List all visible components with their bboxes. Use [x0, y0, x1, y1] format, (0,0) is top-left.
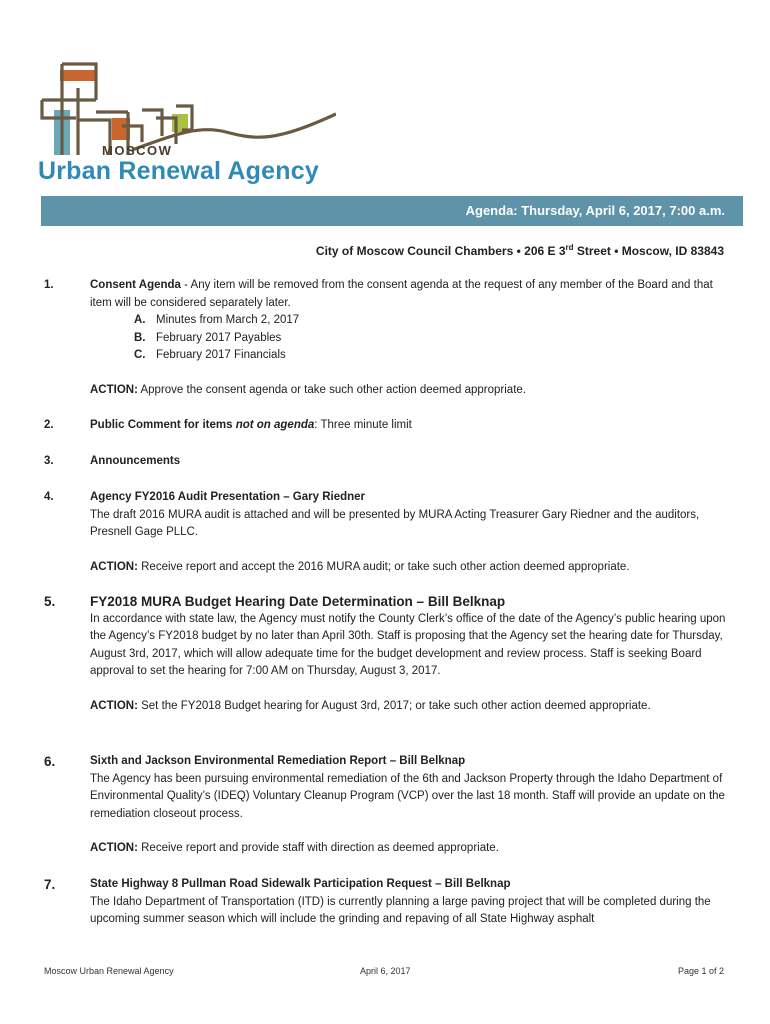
- action-label: ACTION:: [90, 560, 138, 573]
- sub-item-letter: C.: [134, 349, 146, 362]
- item-action: [90, 559, 730, 577]
- sub-item-text: February 2017 Financials: [156, 349, 286, 362]
- action-label: ACTION:: [90, 842, 138, 855]
- footer-page-number: Page 1 of 2: [677, 966, 724, 976]
- action-text: Receive report and provide staff with direction as deemed appropriate.: [137, 842, 499, 855]
- logo-moscow-text: MOSCOW: [102, 143, 173, 158]
- sub-item: [134, 312, 730, 330]
- item-number: 7.: [44, 877, 56, 892]
- sub-item-letter: A.: [134, 314, 146, 327]
- footer-left: Moscow Urban Renewal Agency: [44, 966, 174, 976]
- item-number: 3.: [44, 455, 54, 467]
- item-heading-emphasis: not on agenda: [235, 419, 315, 431]
- item-text: The Agency has been pursuing environmental remediation of the 6th and Jackson Property through the Idaho Department of Environmental Quality’s (IDEQ) Voluntary Cleanup Program (VCP) over the last 18 month. Staff will provide an update on the remediation closeout process.: [90, 772, 725, 820]
- action-label: ACTION:: [90, 699, 138, 712]
- item-number: 1.: [44, 279, 54, 291]
- item-heading: FY2018 MURA Budget Hearing Date Determination – Bill Belknap: [90, 594, 506, 609]
- item-heading: State Highway 8 Pullman Road Sidewalk Participation Request – Bill Belknap: [90, 878, 511, 890]
- action-text: Approve the consent agenda or take such other action deemed appropriate.: [137, 383, 526, 396]
- sub-item: [134, 330, 730, 348]
- item-number: 6.: [44, 754, 56, 769]
- item-text: The Idaho Department of Transportation (ITD) is currently planning a large paving project that will be completed during the upcoming summer season which will include the grinding and repaving of all State Highway asphalt: [90, 895, 711, 926]
- item-text: : Three minute limit: [314, 419, 412, 431]
- logo-orange-bar: [60, 70, 96, 81]
- item-action: [90, 840, 730, 858]
- location-address: City of Moscow Council Chambers • 206 E 3: [315, 244, 566, 258]
- item-heading: Announcements: [90, 455, 181, 467]
- action-text: Set the FY2018 Budget hearing for August 3rd, 2017; or take such other action deemed appropriate.: [137, 699, 651, 712]
- meeting-location: [316, 243, 724, 258]
- item-heading: Consent Agenda: [90, 279, 181, 291]
- action-text: Receive report and accept the 2016 MURA audit; or take such other action deemed appropriate.: [137, 560, 630, 573]
- location-city: Street • Moscow, ID 83843: [573, 244, 724, 258]
- item-heading: Sixth and Jackson Environmental Remediation Report – Bill Belknap: [90, 755, 466, 767]
- sub-item-text: February 2017 Payables: [156, 331, 282, 344]
- item-action: [90, 698, 730, 716]
- item-number: 4.: [44, 491, 54, 503]
- sub-item-text: Minutes from March 2, 2017: [156, 314, 300, 327]
- sub-item-letter: B.: [134, 331, 146, 344]
- footer-date: April 6, 2017: [360, 966, 411, 976]
- logo-agency-name: Urban Renewal Agency: [38, 157, 319, 185]
- agenda-banner: [41, 196, 743, 226]
- sub-item: [134, 347, 730, 365]
- item-number: 2.: [44, 419, 54, 431]
- item-text: In accordance with state law, the Agency must notify the County Clerk’s office of the date of the Agency’s public hearing upon the Agency’s FY2018 budget by no later than April 30th. Staff is proposing that the Agency set the hearing date for Thursday, August 3rd, 2017, which will allow adequate time for the budget development and review process. Staff is seeking Board approval to set the hearing for 7:00 AM on Thursday, August 3, 2017.: [90, 612, 726, 678]
- location-superscript: rd: [565, 243, 574, 252]
- sub-item-list: [90, 312, 730, 365]
- item-text: - Any item will be removed from the consent agenda at the request of any member of the Board and that item will be considered separately later.: [90, 279, 713, 309]
- agenda-date: Agenda: Thursday, April 6, 2017, 7:00 a.m.: [465, 203, 725, 218]
- action-label: ACTION:: [90, 383, 138, 396]
- item-number: 5.: [44, 594, 56, 609]
- item-text: The draft 2016 MURA audit is attached and will be presented by MURA Acting Treasurer Gary Riedner and the auditors, Presnell Gage PLLC.: [90, 508, 700, 539]
- item-heading: Public Comment for items: [90, 419, 236, 431]
- item-heading: Agency FY2016 Audit Presentation – Gary Riedner: [90, 491, 366, 503]
- item-action: [90, 382, 730, 400]
